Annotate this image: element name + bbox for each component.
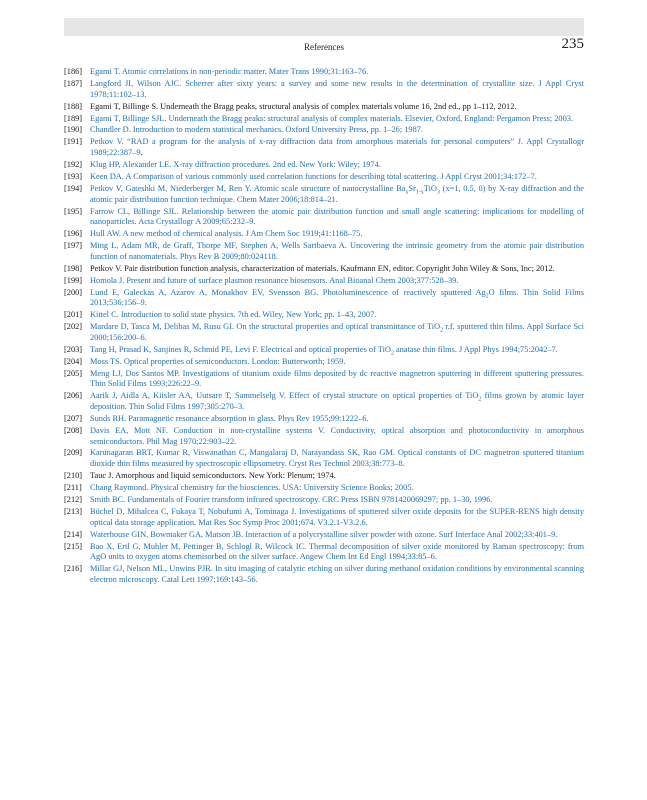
reference-item xyxy=(64,79,584,100)
reference-item xyxy=(64,241,584,262)
reference-link[interactable]: Lund E, Galeckas A, Azarov A, Monakhov EV, Svensson BG. Photoluminescence of reactively sputtered $Ag_2O$ films. Thin Solid Films 2013;536:156–9. xyxy=(90,287,584,308)
reference-number: [198] xyxy=(64,263,83,273)
reference-number: [195] xyxy=(64,206,83,216)
reference-link[interactable]: Karunagaran BRT, Kumar R, Viswanathan C, Mangalaraj D, Narayandass SK, Rao GM. Optical constants of DC magnetron sputtered titanium dioxide thin films measured by spectroscopic ellipsometry. Cryst Res Technol 2003;38:773–8. xyxy=(90,448,584,469)
header-bar xyxy=(64,18,584,36)
reference-number: [199] xyxy=(64,275,83,285)
reference-item xyxy=(64,530,584,541)
reference-item xyxy=(64,507,584,528)
reference-item xyxy=(64,184,584,205)
reference-number: [209] xyxy=(64,448,83,458)
reference-number: [208] xyxy=(64,425,83,435)
reference-item xyxy=(64,276,584,287)
reference-item xyxy=(64,264,584,275)
reference-number: [205] xyxy=(64,368,83,378)
reference-link[interactable]: Keen DA. A Comparison of various commonly used correlation functions for describing total scattering. J Appl Cryst 2001;34:172–7. xyxy=(90,171,537,181)
reference-number: [187] xyxy=(64,78,83,88)
reference-number: [213] xyxy=(64,506,83,516)
reference-number: [212] xyxy=(64,495,83,504)
reference-link[interactable]: Hull AW. A new method of chemical analysis. J Am Chem Soc 1919;41:1168–75. xyxy=(90,229,363,239)
reference-link[interactable]: Kittel C. Introduction to solid state physics. 7th ed. Wiley, New York; pp. 1–43, 2007. xyxy=(90,310,377,320)
reference-link[interactable]: Farrow CL, Billinge SJL. Relationship between the atomic pair distribution function and small angle scattering: implications for modelling of nanoparticles. Acta Crystallogr A 2009;65:232–9. xyxy=(90,206,584,227)
reference-number: [200] xyxy=(64,287,83,297)
reference-link[interactable]: Bao X, Ertl G, Muhler M, Pettinger B, Schlogl R, Wilcock IC. Thermal decomposition of silver oxide monitored by Raman spectroscopy: from AgO units to oxygen atoms chemisorbed on the silver surface. Angew Chem Int Ed Engl 1994;33:85–6. xyxy=(90,541,584,562)
running-header xyxy=(64,36,584,58)
reference-number: [188] xyxy=(64,101,83,111)
reference-number: [193] xyxy=(64,171,83,181)
reference-number: [203] xyxy=(64,344,83,354)
reference-list xyxy=(64,67,584,587)
reference-number: [201] xyxy=(64,310,83,320)
reference-number: [206] xyxy=(64,391,83,401)
reference-number: [189] xyxy=(64,113,83,123)
reference-link[interactable]: Aarik J, Aidla A, Kiisler AA, Uutsare T, Sammelselg V. Effect of crystal structure on optical properties of TiO$_2$ films grown by atomic layer deposition. Thin Solid Films 1997;305:270–3. xyxy=(90,391,584,411)
reference-item xyxy=(64,414,584,425)
reference-item xyxy=(64,322,584,343)
reference-item xyxy=(64,542,584,563)
reference-number: [191] xyxy=(64,137,83,147)
reference-link[interactable]: Egami T. Atomic correlations in non-periodic matter. Mater Trans 1990;31:163–76. xyxy=(90,67,369,76)
reference-link[interactable]: Büchel D, Mihalcea C, Fukaya T, Nobufumi A, Tominaga J. Investigations of sputtered silver oxide deposits for the SUPER-RENS high density optical data storage application. Mat Res Soc Symp Proc 2001;674. V3.2.1-V3.2.6. xyxy=(90,506,584,527)
reference-item xyxy=(64,471,584,482)
reference-text: Egami T, Billinge S. Underneath the Bragg peaks, structural analysis of complex materials volume 16, 2nd ed., pp 1–112, 2012. xyxy=(90,101,517,111)
reference-link[interactable]: Millar GJ, Nelson ML, Unwins PJR. In situ imaging of catalytic etching on silver during methanol oxidation conditions by environmental scanning electron microscopy. Catal Lett 1997;169:143–56. xyxy=(90,564,584,584)
reference-link[interactable]: Meng LJ, Dos Santos MP. Investigations of titanium oxide films deposited by dc reactive magnetron sputtering in different sputtering pressures. Thin Solid Films 1993;226:22–9. xyxy=(90,368,584,389)
reference-link[interactable]: Homola J. Present and future of surface plasmon resonance biosensors. Anal Bioanal Chem 2003;377:528–39. xyxy=(90,275,459,285)
reference-item xyxy=(64,310,584,321)
reference-item xyxy=(64,564,584,585)
reference-link[interactable]: Klug HP, Alexander LE. X-ray diffraction procedures. 2nd ed. New York: Wiley; 1974. xyxy=(90,160,381,170)
reference-link[interactable]: Smith BC. Fundamentals of Fourier transform infrared spectroscopy. CRC Press ISBN 9781420069297; pp. 1–30, 1996. xyxy=(90,495,493,504)
reference-link[interactable]: Davis EA, Mott NF. Conduction in non-crystalline systems V. Conductivity, optical absorption and photoconductivity in amorphous semiconductors. Phil Mag 1970;22:903–22. xyxy=(90,425,584,446)
reference-number: [216] xyxy=(64,564,83,574)
reference-text: Tauc J. Amorphous and liquid semiconductors. New York: Plenum; 1974. xyxy=(90,471,336,481)
reference-item xyxy=(64,102,584,113)
reference-number: [214] xyxy=(64,529,83,539)
reference-number: [210] xyxy=(64,471,83,481)
reference-number: [196] xyxy=(64,229,83,239)
reference-item xyxy=(64,345,584,356)
reference-item xyxy=(64,67,584,78)
reference-number: [192] xyxy=(64,160,83,170)
reference-link[interactable]: Waterhouse GIN, Bowmaker GA, Matson JB. Interaction of a polycrystalline silver powder with ozone. Surf Interface Anal 2002;33:401–9. xyxy=(90,529,558,539)
reference-item xyxy=(64,369,584,390)
reference-link[interactable]: Tang H, Prasad K, Sanjines R, Schmid PE, Levi F. Electrical and optical properties of TiO$_2$ anatase thin films. J Appl Phys 1994;75:2042–7. xyxy=(90,344,558,357)
reference-number: [194] xyxy=(64,183,83,193)
page-number: 235 xyxy=(561,36,584,52)
reference-item xyxy=(64,160,584,171)
reference-link[interactable]: Chandler D. Introduction to modern statistical mechanics. Oxford University Press, pp. 1–26; 1987. xyxy=(90,125,423,135)
reference-item xyxy=(64,137,584,158)
reference-link[interactable]: Egami T, Billinge SJL. Underneath the Bragg peaks: structural analysis of complex materials. Elsevier, Oxford, England: Pergamon Press; 2003. xyxy=(90,113,574,123)
reference-item xyxy=(64,172,584,183)
reference-link[interactable]: Langford JI, Wilson AJC. Scherrer after sixty years: a survey and some new results in the determination of crystallite size. J Appl Cryst 1978;11:102–13. xyxy=(90,78,584,99)
reference-item xyxy=(64,391,584,412)
reference-text: Petkov V. Pair distribution function analysis, characterization of materials. Kaufmann EN, editor. Copyright John Wiley & Sons, Inc; 2012. xyxy=(90,263,555,273)
reference-item xyxy=(64,125,584,136)
reference-number: [190] xyxy=(64,125,83,135)
reference-number: [215] xyxy=(64,541,83,551)
reference-item xyxy=(64,495,584,506)
reference-link[interactable]: Sunds RH. Paramagnetic resonance absorption in glass. Phys Rev 1955;99:1222–6. xyxy=(90,413,369,423)
reference-link[interactable]: Mardare D, Tasca M, Delibas M, Rusu GI. On the structural properties and optical transmittance of TiO$_2$ r.f. sputtered thin films. Appl Surface Sci 2000;156:200–6. xyxy=(90,322,585,342)
reference-link[interactable]: Moss TS. Optical properties of semiconductors. London: Butterworth; 1959. xyxy=(90,356,346,366)
reference-number: [186] xyxy=(64,67,83,76)
reference-number: [211] xyxy=(64,483,82,493)
section-title: References xyxy=(304,42,344,52)
reference-link[interactable]: Ming L, Adam MR, de Graff, Thorpe MF, Stephen A, Wells Sartbaeva A. Uncovering the intrinsic geometry from the atomic pair distribution function of nanomaterials. Phys Rev B 2009;80:024118. xyxy=(90,241,584,261)
reference-item xyxy=(64,483,584,494)
reference-item xyxy=(64,207,584,228)
reference-link[interactable]: Chang Raymond. Physical chemistry for the biosciences. USA: University Science Books; 2005. xyxy=(90,483,414,493)
reference-item xyxy=(64,229,584,240)
reference-number: [204] xyxy=(64,356,83,366)
reference-number: [207] xyxy=(64,413,83,423)
reference-item xyxy=(64,426,584,447)
reference-item xyxy=(64,114,584,125)
reference-number: [197] xyxy=(64,241,83,251)
reference-link[interactable]: Petkov V, Gateshki M, Niederberger M, Ren Y. Atomic scale structure of nanocrystalline $Ba_xSr_{1-x}TiO_3$ (x=1, 0.5, 0) by X-ray diffraction and the atomic pair distribution function technique. Chem Mater 2006;18:814–21. xyxy=(90,183,584,204)
reference-item xyxy=(64,357,584,368)
reference-item xyxy=(64,448,584,469)
reference-item xyxy=(64,288,584,309)
reference-number: [202] xyxy=(64,322,83,332)
reference-link[interactable]: Petkov V. “RAD a program for the analysis of x-ray diffraction data from amorphous materials for personal computers” J. Appl Crystallogr 1989;22:387–9. xyxy=(90,137,584,158)
